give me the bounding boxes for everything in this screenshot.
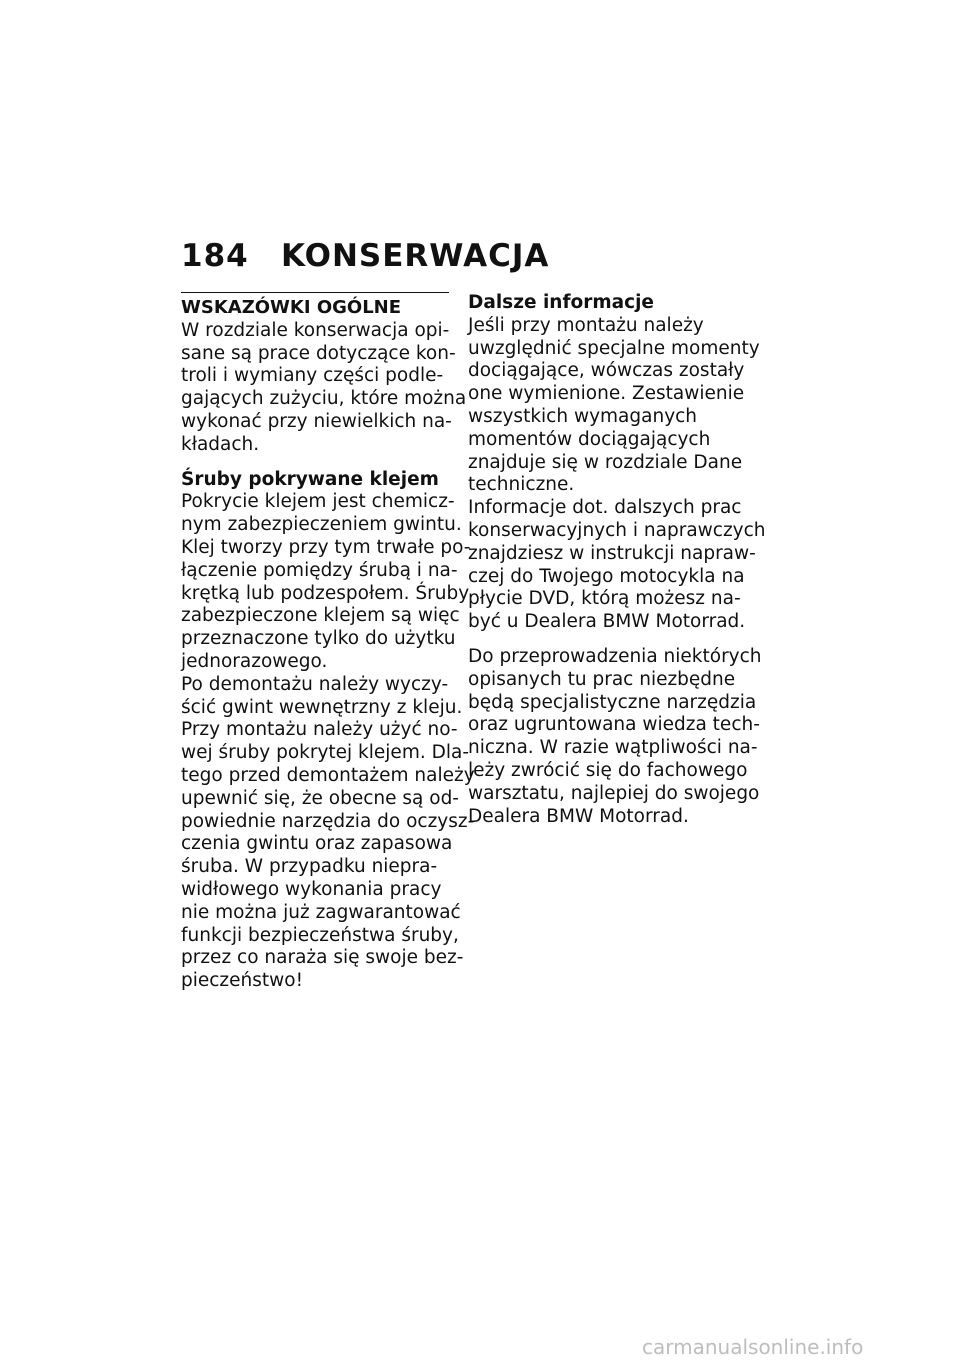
footer-watermark: carmanualsonline.info xyxy=(642,1335,864,1359)
text-line: kładach. xyxy=(181,433,260,455)
info-paragraph-2 xyxy=(468,497,766,634)
text-line: leży zwrócić się do fachowego xyxy=(468,759,748,781)
text-line: zabezpieczone klejem są więc xyxy=(181,605,460,627)
text-line: nie można już zagwarantować xyxy=(181,901,461,923)
text-line: wej śruby pokrytej klejem. Dla- xyxy=(181,742,469,764)
text-line: znajduje się w rozdziale Dane xyxy=(468,451,743,473)
text-line: przez co naraża się swoje bez- xyxy=(181,947,464,969)
text-line: będą specjalistyczne narzędzia xyxy=(468,691,757,713)
text-line: oraz ugruntowana wiedza tech- xyxy=(468,714,760,736)
text-line: jednorazowego. xyxy=(181,650,328,672)
text-line: być u Dealera BMW Motorrad. xyxy=(468,611,746,633)
text-line: krętką lub podzespołem. Śruby xyxy=(181,582,470,604)
text-line: czenia gwintu oraz zapasowa xyxy=(181,833,453,855)
info-paragraph-1 xyxy=(468,314,760,497)
screws-paragraph-2 xyxy=(181,673,475,993)
text-line: Dealera BMW Motorrad. xyxy=(468,805,689,827)
text-line: wszystkich wymaganych xyxy=(468,405,698,427)
text-line: powiednie narzędzia do oczysz- xyxy=(181,810,475,832)
text-line: pieczeństwo! xyxy=(181,970,304,992)
text-line: Przy montażu należy użyć no- xyxy=(181,719,458,741)
text-line: ścić gwint wewnętrzny z kleju. xyxy=(181,696,463,718)
text-line: sane są prace dotyczące kon- xyxy=(181,342,456,364)
text-line: momentów dociągających xyxy=(468,428,711,450)
page-number: 184 xyxy=(181,238,249,274)
right-column xyxy=(468,292,766,828)
text-line: uwzględnić specjalne momenty xyxy=(468,337,760,359)
text-line: upewnić się, że obecne są od- xyxy=(181,787,459,809)
text-line: Pokrycie klejem jest chemicz- xyxy=(181,491,455,513)
text-line: warsztatu, najlepiej do swojego xyxy=(468,782,760,804)
section-title: WSKAZÓWKI OGÓLNE xyxy=(181,297,402,318)
text-line: widłowego wykonania pracy xyxy=(181,878,442,900)
page-header xyxy=(181,238,549,274)
subheading-more-info: Dalsze informacje xyxy=(468,292,654,313)
text-line: Klej tworzy przy tym trwałe po- xyxy=(181,536,471,558)
text-line: Do przeprowadzenia niektórych xyxy=(468,645,762,667)
text-line: gających zużyciu, które można xyxy=(181,388,467,410)
text-line: opisanych tu prac niezbędne xyxy=(468,668,736,690)
text-line: niczna. W razie wątpliwości na- xyxy=(468,737,758,759)
screws-paragraph-1 xyxy=(181,491,471,673)
text-line: śruba. W przypadku niepra- xyxy=(181,856,438,878)
text-line: one wymienione. Zestawienie xyxy=(468,383,745,405)
text-line: troli i wymiany części podle- xyxy=(181,365,444,387)
text-line: Informacje dot. dalszych prac xyxy=(468,497,742,519)
text-line: W rozdziale konserwacja opi- xyxy=(181,319,450,341)
text-line: Jeśli przy montażu należy xyxy=(468,314,704,336)
text-line: techniczne. xyxy=(468,474,575,496)
intro-paragraph xyxy=(181,319,467,457)
text-line: konserwacyjnych i naprawczych xyxy=(468,519,766,541)
text-line: nym zabezpieczeniem gwintu. xyxy=(181,514,462,536)
text-line: czej do Twojego motocykla na xyxy=(468,565,745,587)
text-line: przeznaczone tylko do użytku xyxy=(181,628,456,650)
text-line: funkcji bezpieczeństwa śruby, xyxy=(181,924,459,946)
text-line: znajdziesz w instrukcji napraw- xyxy=(468,542,756,564)
section-rule xyxy=(181,292,449,293)
text-line: tego przed demontażem należy xyxy=(181,764,475,786)
subheading-screws: Śruby pokrywane klejem xyxy=(181,468,439,490)
left-column xyxy=(181,292,475,993)
text-line: płycie DVD, którą możesz na- xyxy=(468,588,741,610)
text-line: Po demontażu należy wyczy- xyxy=(181,673,449,695)
text-line: dociągające, wówczas zostały xyxy=(468,360,745,382)
chapter-title: KONSERWACJA xyxy=(281,238,550,274)
info-paragraph-3 xyxy=(468,645,762,828)
text-line: wykonać przy niewielkich na- xyxy=(181,410,452,432)
text-line: łączenie pomiędzy śrubą i na- xyxy=(181,559,458,581)
